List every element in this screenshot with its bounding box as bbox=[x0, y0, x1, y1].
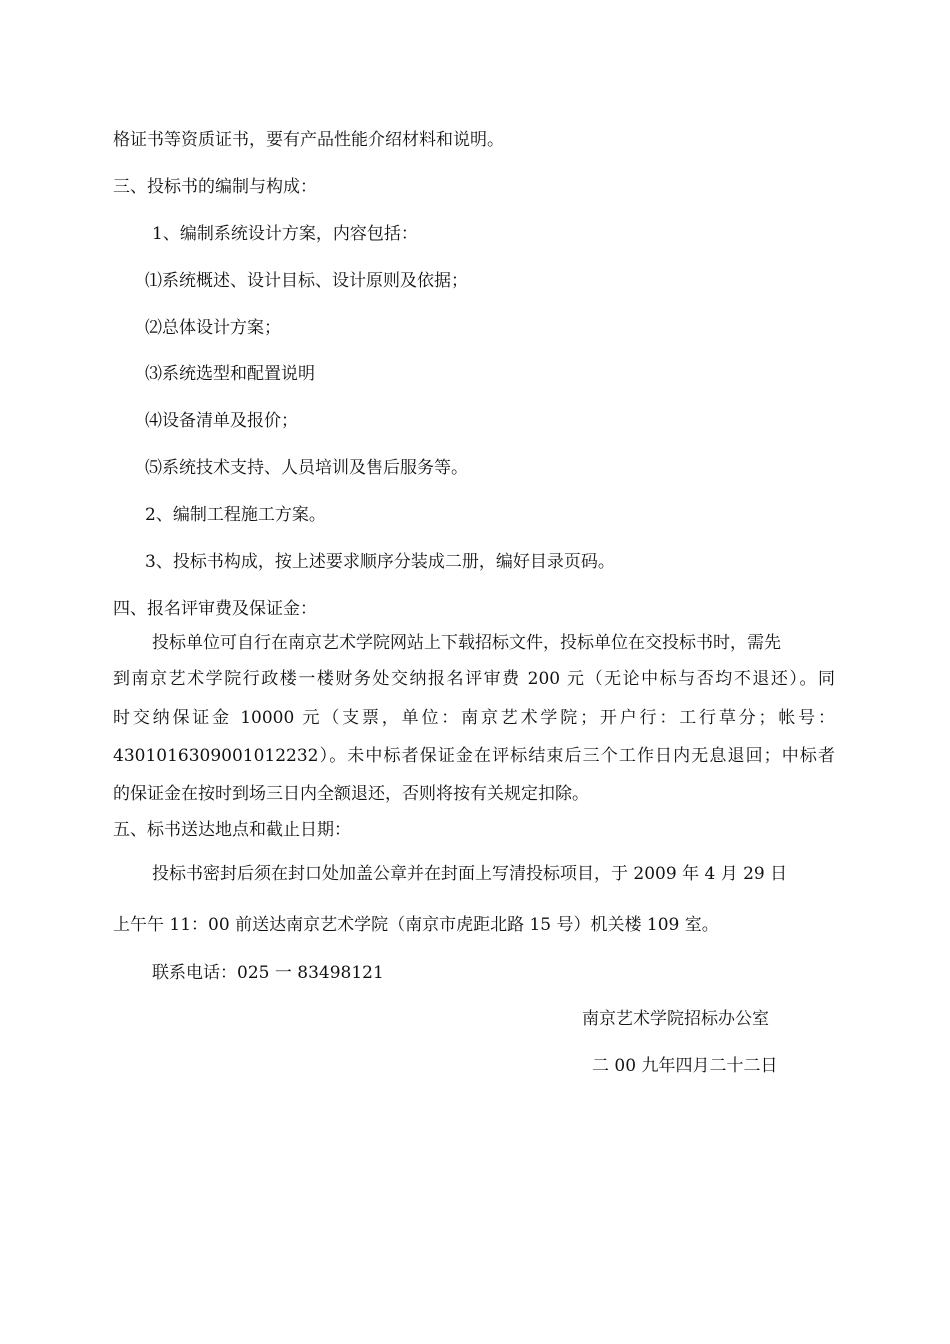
issue-date: 二 00 九年四月二十二日 bbox=[592, 1056, 778, 1076]
contact-phone: 联系电话：025 一 83498121 bbox=[152, 963, 384, 983]
subitem-4: ⑷设备清单及报价； bbox=[145, 411, 298, 431]
section-heading-5: 五、标书送达地点和截止日期： bbox=[113, 820, 351, 840]
item-1-heading: 1、编制系统设计方案，内容包括： bbox=[152, 224, 418, 244]
delivery-paragraph-line-2: 上午午 11：00 前送达南京艺术学院（南京市虎距北路 15 号）机关楼 109 室。 bbox=[113, 915, 719, 935]
paragraph-qualification-end: 格证书等资质证书，要有产品性能介绍材料和说明。 bbox=[113, 130, 504, 150]
fee-paragraph-line-2: 到南京艺术学院行政楼一楼财务处交纳报名评审费 200 元（无论中标与否均不退还）。同 bbox=[113, 669, 835, 689]
section-heading-3: 三、投标书的编制与构成： bbox=[113, 177, 317, 197]
issuing-office: 南京艺术学院招标办公室 bbox=[582, 1009, 769, 1029]
delivery-paragraph-line-1: 投标书密封后须在封口处加盖公章并在封面上写清投标项目，于 2009 年 4 月 29 日 bbox=[152, 864, 788, 884]
item-2-heading: 2、编制工程施工方案。 bbox=[145, 505, 326, 525]
subitem-1: ⑴系统概述、设计目标、设计原则及依据； bbox=[145, 271, 468, 291]
section-heading-4: 四、报名评审费及保证金： bbox=[113, 599, 317, 619]
subitem-5: ⑸系统技术支持、人员培训及售后服务等。 bbox=[145, 458, 468, 478]
fee-paragraph-line-5: 的保证金在按时到场三日内全额退还，否则将按有关规定扣除。 bbox=[113, 784, 589, 804]
item-3-heading: 3、投标书构成，按上述要求顺序分装成二册，编好目录页码。 bbox=[145, 552, 615, 572]
subitem-2: ⑵总体设计方案； bbox=[145, 318, 281, 338]
subitem-3: ⑶系统选型和配置说明 bbox=[145, 364, 315, 384]
fee-paragraph-line-1: 投标单位可自行在南京艺术学院网站上下载招标文件，投标单位在交投标书时，需先 bbox=[152, 633, 781, 653]
fee-paragraph-line-4: 4301016309001012232）。未中标者保证金在评标结束后三个工作日内无息退回；中标者 bbox=[113, 746, 835, 766]
fee-paragraph-line-3: 时交纳保证金 10000 元（支票，单位：南京艺术学院；开户行：工行草分；帐号： bbox=[113, 708, 835, 728]
